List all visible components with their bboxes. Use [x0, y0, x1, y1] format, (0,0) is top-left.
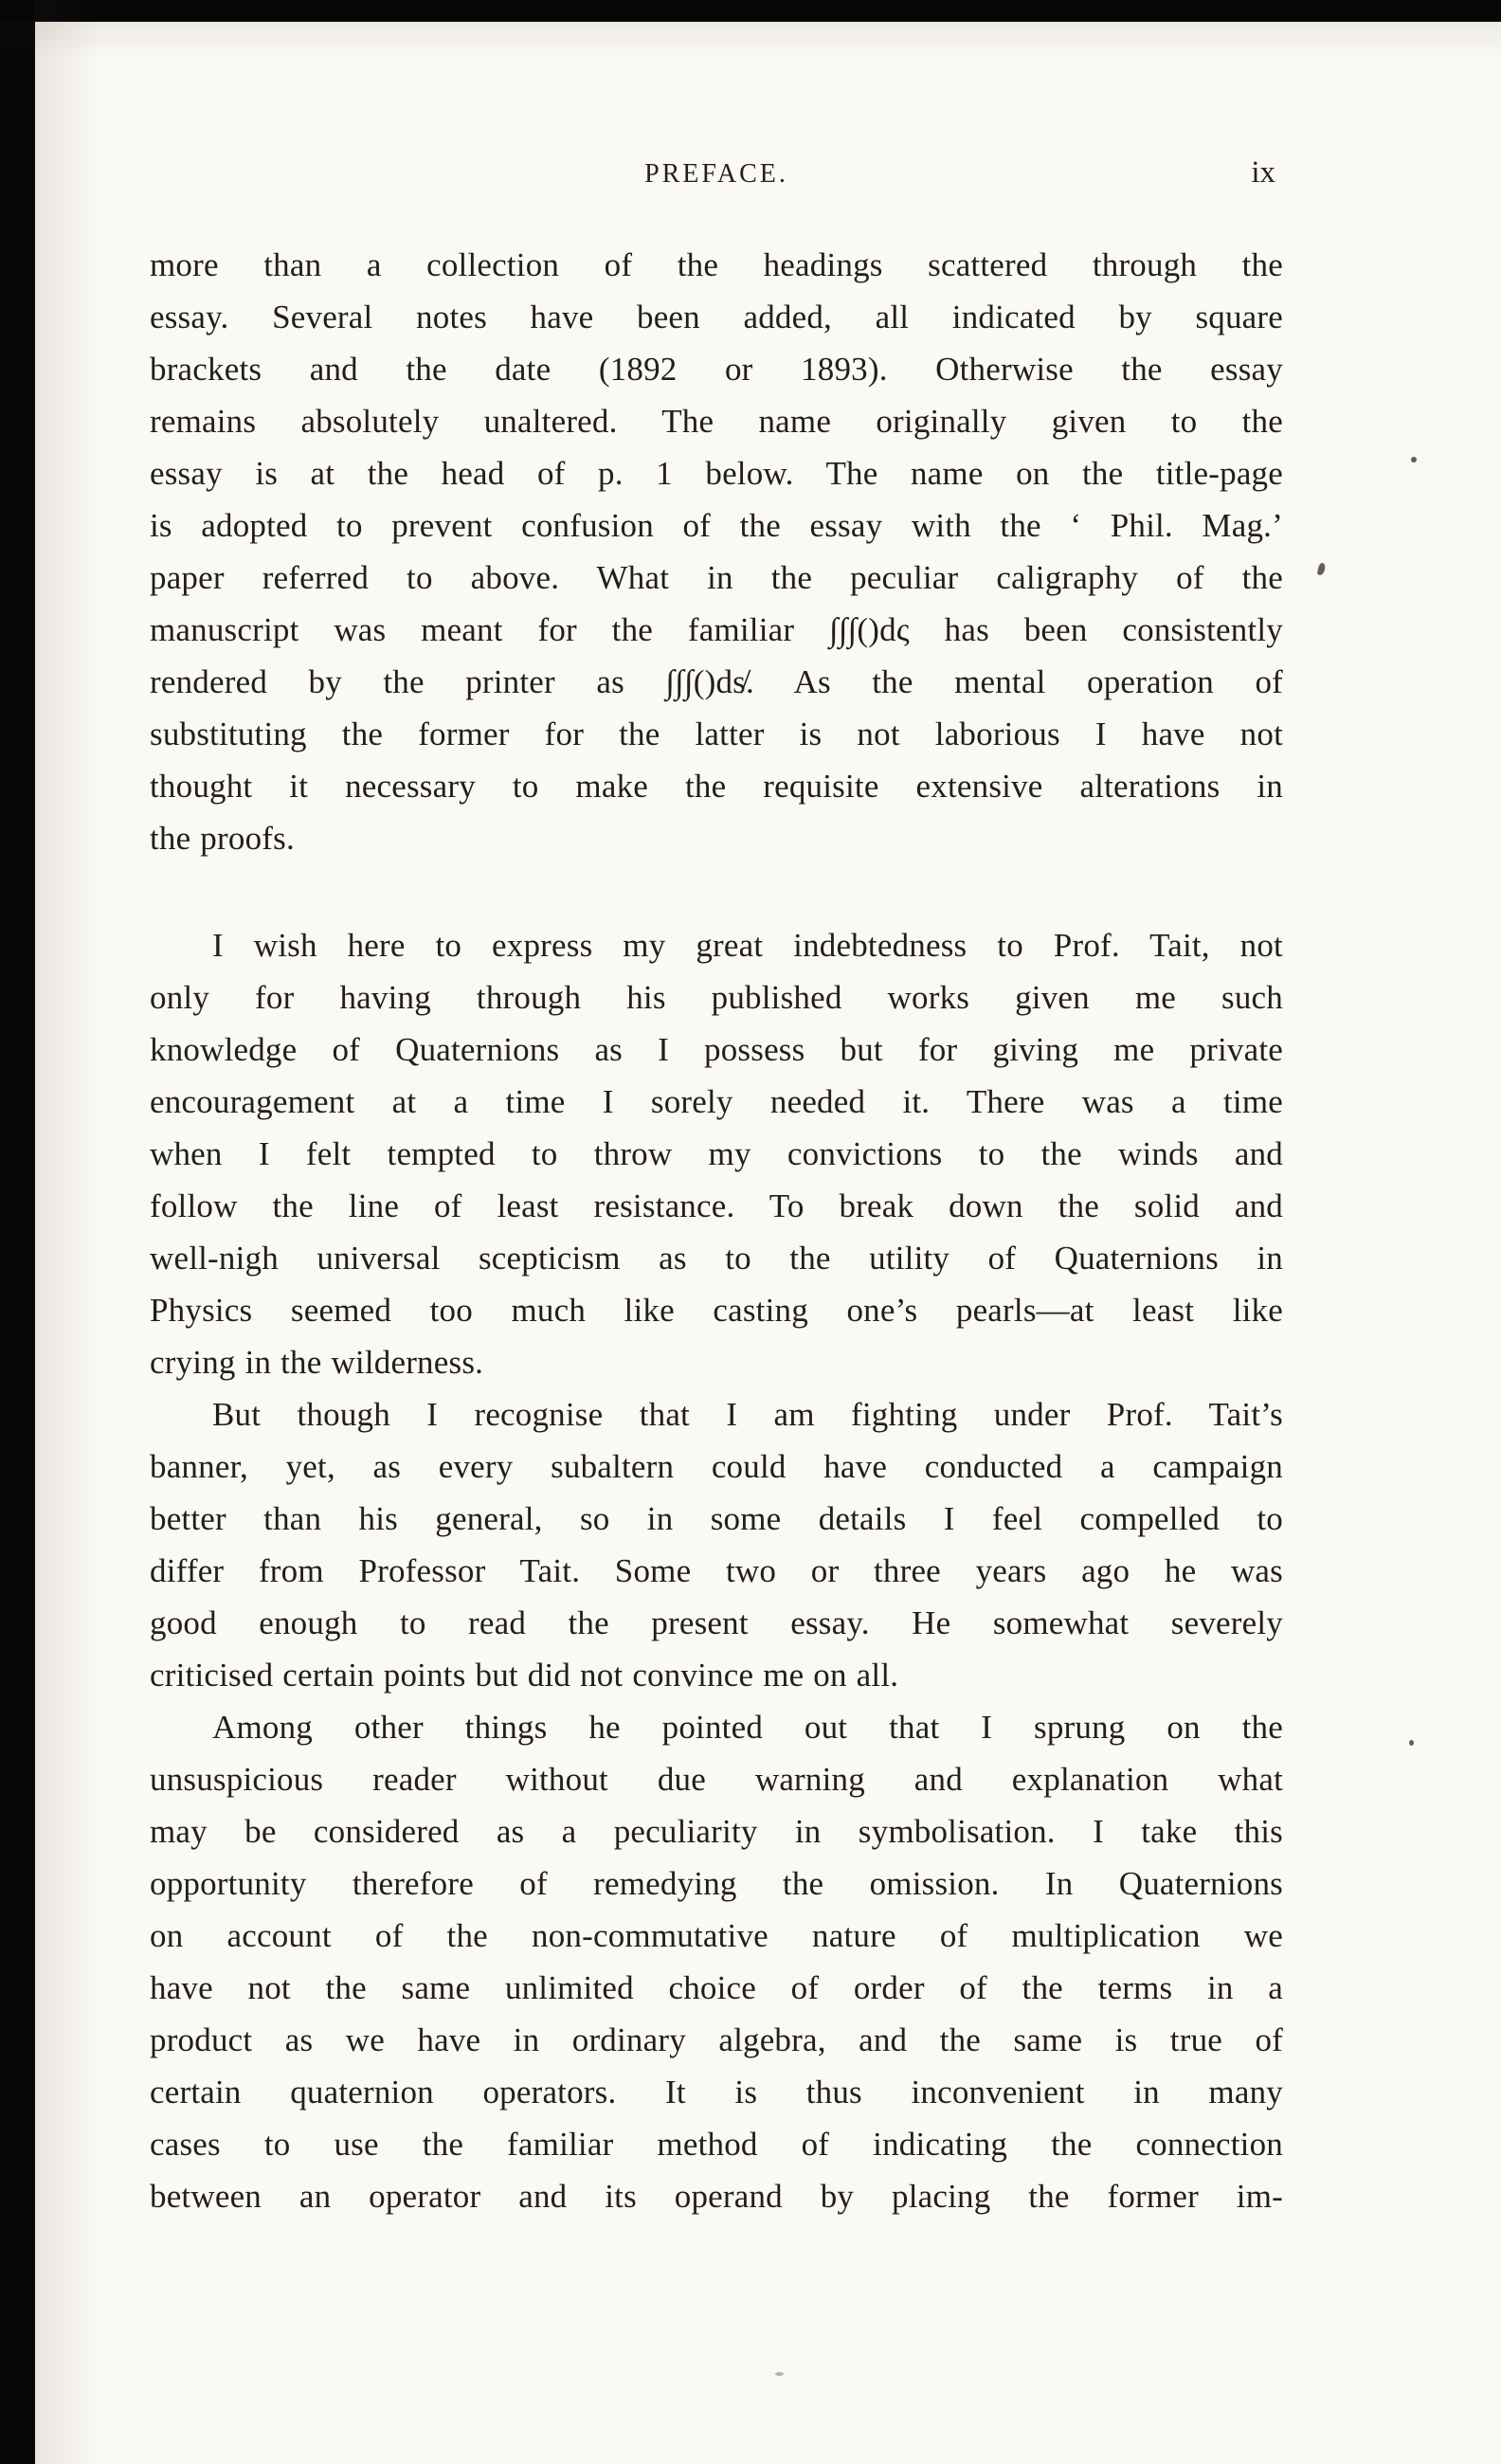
text-line: paper referred to above. What in the peculiar caligraphy of the: [150, 559, 1283, 596]
text-line: knowledge of Quaternions as I possess but for giving me private: [150, 1031, 1283, 1068]
text-line: Physics seemed too much like casting one’s pearls—at least like: [150, 1292, 1283, 1329]
scan-speck: [1317, 562, 1327, 575]
text-line: certain quaternion operators. It is thus inconvenient in many: [150, 2074, 1283, 2111]
text-line: more than a collection of the headings scattered through the: [150, 246, 1283, 283]
text-line: the proofs.: [150, 820, 295, 857]
text-line: well-nigh universal scepticism as to the utility of Quaternions in: [150, 1240, 1283, 1277]
running-head: [150, 155, 1283, 205]
paragraph: [150, 919, 1283, 1388]
text-line: criticised certain points but did not convince me on all.: [150, 1657, 899, 1694]
text-line: between an operator and its operand by placing the former im-: [150, 2178, 1283, 2215]
text-line: opportunity therefore of remedying the omission. In Quaternions: [150, 1865, 1283, 1902]
scan-speck: [1411, 457, 1417, 462]
scan-speck: [775, 2372, 784, 2376]
text-line: brackets and the date (1892 or 1893). Otherwise the essay: [150, 351, 1283, 388]
text-line: have not the same unlimited choice of order of the terms in a: [150, 1969, 1283, 2006]
text-line: encouragement at a time I sorely needed it. There was a time: [150, 1083, 1283, 1120]
text-line: substituting the former for the latter is not laborious I have not: [150, 716, 1283, 752]
text-line: thought it necessary to make the requisite extensive alterations in: [150, 768, 1283, 805]
text-line: only for having through his published works given me such: [150, 979, 1283, 1016]
text-line: essay is at the head of p. 1 below. The name on the title-page: [150, 455, 1283, 492]
page-title: PREFACE.: [644, 159, 788, 189]
text-line: may be considered as a peculiarity in symbolisation. I take this: [150, 1813, 1283, 1850]
text-line: rendered by the printer as ∫∫∫()ds̸. As the mental operation of: [150, 663, 1283, 700]
scan-speck: [1409, 1740, 1414, 1746]
text-line: essay. Several notes have been added, all indicated by square: [150, 299, 1283, 335]
page-number: ix: [1251, 155, 1275, 190]
scan-shadow-top: [0, 22, 1501, 60]
text-line: better than his general, so in some details I feel compelled to: [150, 1500, 1283, 1537]
text-line: on account of the non-commutative nature of multiplication we: [150, 1917, 1283, 1954]
text-line: differ from Professor Tait. Some two or three years ago he was: [150, 1552, 1283, 1589]
text-line: But though I recognise that I am fighting under Prof. Tait’s: [212, 1396, 1283, 1433]
paragraph: [150, 239, 1283, 864]
body-text: [150, 239, 1283, 2222]
text-line: Among other things he pointed out that I sprung on the: [212, 1709, 1283, 1746]
text-line: remains absolutely unaltered. The name originally given to the: [150, 403, 1283, 440]
text-line: when I felt tempted to throw my convictions to the winds and: [150, 1135, 1283, 1172]
text-line: good enough to read the present essay. He somewhat severely: [150, 1604, 1283, 1641]
text-line: cases to use the familiar method of indicating the connection: [150, 2126, 1283, 2163]
text-line: crying in the wilderness.: [150, 1344, 484, 1381]
text-line: product as we have in ordinary algebra, and the same is true of: [150, 2021, 1283, 2058]
text-line: is adopted to prevent confusion of the essay with the ‘ Phil. Mag.’: [150, 507, 1283, 544]
scan-shadow-left: [35, 0, 101, 2464]
text-line: unsuspicious reader without due warning and explanation what: [150, 1761, 1283, 1798]
paragraph: [150, 1388, 1283, 1701]
scan-edge-top: [0, 0, 1501, 22]
text-line: manuscript was meant for the familiar ∫∫∫()dς has been consistently: [150, 611, 1283, 648]
text-line: follow the line of least resistance. To break down the solid and: [150, 1187, 1283, 1224]
text-line: banner, yet, as every subaltern could have conducted a campaign: [150, 1448, 1283, 1485]
paragraph: [150, 1701, 1283, 2222]
scan-edge-left: [0, 0, 35, 2464]
text-line: I wish here to express my great indebtedness to Prof. Tait, not: [212, 927, 1283, 964]
